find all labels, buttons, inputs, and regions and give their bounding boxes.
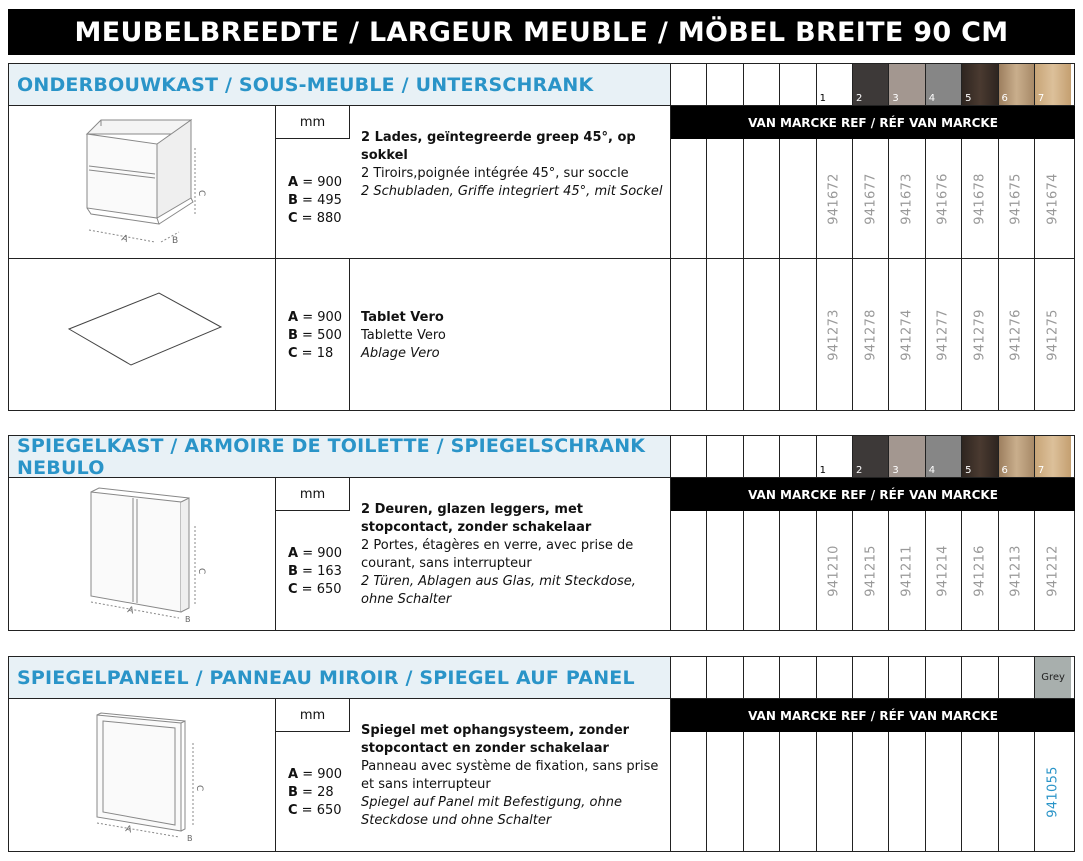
color-swatch-3 <box>889 64 925 105</box>
description-de: Ablage Vero <box>361 346 440 361</box>
color-swatch-1 <box>817 436 853 477</box>
product-drawing-cell <box>9 106 276 258</box>
section-header <box>8 656 1075 699</box>
mirror-cabinet-drawing <box>9 478 276 631</box>
ref-number: 941678 <box>972 173 988 225</box>
ref-number: 941674 <box>1045 173 1061 225</box>
ref-cell <box>853 139 889 259</box>
ref-number: 941214 <box>935 545 951 597</box>
empty-header-cell <box>744 657 780 698</box>
dimensions: A = 900 B = 495 C = 880 <box>288 175 343 226</box>
page-title: MEUBELBREEDTE / LARGEUR MEUBLE / MÖBEL BREITE 90 CM <box>8 9 1075 55</box>
dim-b-value: 500 <box>317 328 342 343</box>
ref-cell <box>1035 732 1071 852</box>
empty-header-cell <box>744 64 780 105</box>
dim-c-value: 880 <box>316 211 342 226</box>
dim-c-value: 650 <box>316 582 342 597</box>
section-title: SPIEGELPANEEL / PANNEAU MIROIR / SPIEGEL AUF PANEL <box>9 657 671 698</box>
empty-header-cell <box>671 657 707 698</box>
ref-cell <box>744 732 780 852</box>
empty-header-cell <box>889 657 925 698</box>
ref-cell <box>999 732 1035 852</box>
ref-number: 941673 <box>899 173 915 225</box>
description <box>361 501 671 609</box>
swatch-number: 7 <box>1037 93 1045 104</box>
ref-number: 941277 <box>935 309 951 361</box>
description-nl: Spiegel met ophangsysteem, zonder stopcontact en zonder schakelaar <box>361 723 630 756</box>
color-swatch-7 <box>1035 64 1071 105</box>
ref-header: VAN MARCKE REF / RÉF VAN MARCKE <box>671 478 1075 511</box>
ref-number: 941211 <box>899 545 915 597</box>
header-cells <box>671 64 1071 105</box>
ref-number: 941279 <box>972 309 988 361</box>
ref-number: 941055 <box>1045 766 1061 818</box>
color-swatch-5 <box>962 64 998 105</box>
grey-swatch-label: Grey <box>1035 657 1071 698</box>
dimensions-cell <box>276 259 350 411</box>
ref-cell <box>1035 139 1071 259</box>
description-fr: Panneau avec système de fixation, sans prise et sans interrupteur <box>361 759 659 792</box>
ref-number: 941278 <box>863 309 879 361</box>
swatch-number: 1 <box>819 465 826 476</box>
ref-cell <box>1035 259 1071 411</box>
swatch-number: 3 <box>892 465 899 476</box>
ref-cell <box>889 139 925 259</box>
description <box>361 309 671 363</box>
ref-cell <box>962 511 998 631</box>
ref-cell <box>707 511 743 631</box>
dimension-a: A <box>119 233 130 245</box>
color-swatch-4 <box>926 64 962 105</box>
product-drawing-cell <box>9 478 276 630</box>
ref-cell <box>744 511 780 631</box>
dimension-b: B <box>187 834 193 843</box>
swatch-number: 7 <box>1037 465 1045 476</box>
dim-c-value: 650 <box>316 803 342 818</box>
color-swatch-6 <box>999 436 1035 477</box>
dimensions: A = 900 B = 163 C = 650 <box>288 546 343 597</box>
swatch-number: 2 <box>855 93 863 104</box>
ref-cell <box>889 259 925 411</box>
empty-header-cell <box>744 436 780 477</box>
mirror-panel-drawing <box>9 699 276 852</box>
description-de: 2 Türen, Ablagen aus Glas, mit Steckdose, ohne Schalter <box>361 574 636 607</box>
ref-number: 941210 <box>826 545 842 597</box>
ref-cell <box>744 139 780 259</box>
dim-b-value: 28 <box>317 785 334 800</box>
description-de: 2 Schubladen, Griffe integriert 45°, mit Sockel <box>361 184 663 199</box>
ref-number: 941212 <box>1045 545 1061 597</box>
ref-cell <box>853 732 889 852</box>
dim-a-value: 900 <box>317 175 343 190</box>
ref-cell <box>671 259 707 411</box>
ref-cell <box>707 259 743 411</box>
ref-cell <box>744 259 780 411</box>
dimension-c: C <box>196 190 206 197</box>
section-header <box>8 63 1075 106</box>
empty-header-cell <box>853 657 889 698</box>
product-row <box>8 259 1075 411</box>
product-row <box>8 699 1075 852</box>
ref-number: 941276 <box>1008 309 1024 361</box>
description-fr: Tablette Vero <box>361 328 446 343</box>
header-cells <box>671 657 1071 698</box>
ref-number: 941215 <box>863 545 879 597</box>
dim-c-value: 18 <box>316 346 334 361</box>
color-swatch-1 <box>817 64 853 105</box>
ref-cell <box>962 732 998 852</box>
empty-header-cell <box>707 657 743 698</box>
dimension-c: C <box>196 568 206 575</box>
dim-b-value: 163 <box>317 564 342 579</box>
ref-cell <box>780 139 816 259</box>
ref-cell <box>889 732 925 852</box>
unit-label: mm <box>276 478 350 511</box>
ref-cell <box>1035 511 1071 631</box>
ref-columns <box>671 259 1071 411</box>
empty-header-cell <box>707 436 743 477</box>
description <box>361 129 671 201</box>
header-cells <box>671 436 1071 477</box>
empty-header-cell <box>780 436 816 477</box>
ref-cell <box>780 732 816 852</box>
product-row <box>8 478 1075 631</box>
ref-cell <box>707 139 743 259</box>
ref-cell <box>926 139 962 259</box>
ref-columns <box>671 139 1071 259</box>
ref-header: VAN MARCKE REF / RÉF VAN MARCKE <box>671 699 1075 732</box>
section-title: ONDERBOUWKAST / SOUS-MEUBLE / UNTERSCHRANK <box>9 64 671 105</box>
ref-cell <box>926 511 962 631</box>
ref-cell <box>853 259 889 411</box>
empty-header-cell <box>780 64 816 105</box>
section-header <box>8 435 1075 478</box>
dimension-a: A <box>126 605 135 617</box>
description <box>361 722 671 830</box>
ref-cell <box>780 511 816 631</box>
dimension-a: A <box>124 824 133 836</box>
color-swatch-grey <box>1035 657 1071 698</box>
product-row <box>8 106 1075 259</box>
description-de: Spiegel auf Panel mit Befestigung, ohne Steckdose und ohne Schalter <box>361 795 622 828</box>
dimension-b: B <box>185 615 191 624</box>
cabinet-drawing <box>9 106 276 259</box>
ref-number: 941672 <box>826 173 842 225</box>
description-fr: 2 Tiroirs,poignée intégrée 45°, sur soccle <box>361 166 629 181</box>
ref-cell <box>817 732 853 852</box>
ref-cell <box>926 732 962 852</box>
ref-cell <box>962 259 998 411</box>
dimensions: A = 900 B = 28 C = 650 <box>288 767 343 818</box>
section-title: SPIEGELKAST / ARMOIRE DE TOILETTE / SPIEGELSCHRANK NEBULO <box>9 436 671 477</box>
empty-header-cell <box>817 657 853 698</box>
ref-cell <box>999 511 1035 631</box>
description-nl: Tablet Vero <box>361 310 444 325</box>
dim-a-value: 900 <box>317 767 343 782</box>
swatch-number: 6 <box>1001 93 1008 104</box>
ref-number: 941275 <box>1045 309 1061 361</box>
ref-cell <box>817 511 853 631</box>
ref-number: 941676 <box>935 173 951 225</box>
ref-cell <box>926 259 962 411</box>
swatch-number: 5 <box>965 93 972 104</box>
color-swatch-6 <box>999 64 1035 105</box>
product-drawing-cell <box>9 259 276 410</box>
ref-cell <box>671 511 707 631</box>
ref-columns <box>671 732 1071 852</box>
ref-cell <box>817 139 853 259</box>
empty-header-cell <box>671 64 707 105</box>
dimension-b: B <box>172 236 179 246</box>
description-nl: 2 Lades, geïntegreerde greep 45°, op sokkel <box>361 130 636 163</box>
empty-header-cell <box>707 64 743 105</box>
color-swatch-4 <box>926 436 962 477</box>
product-drawing-cell <box>9 699 276 851</box>
empty-header-cell <box>926 657 962 698</box>
unit-label: mm <box>276 699 350 732</box>
ref-cell <box>817 259 853 411</box>
color-swatch-3 <box>889 436 925 477</box>
ref-number: 941213 <box>1008 545 1024 597</box>
color-swatch-2 <box>853 436 889 477</box>
swatch-number: 4 <box>928 465 936 476</box>
swatch-number: 1 <box>819 93 826 104</box>
ref-cell <box>671 139 707 259</box>
ref-cell <box>999 139 1035 259</box>
dim-a-value: 900 <box>317 310 343 325</box>
ref-cell <box>671 732 707 852</box>
ref-number: 941216 <box>972 545 988 597</box>
ref-cell <box>707 732 743 852</box>
swatch-number: 6 <box>1001 465 1008 476</box>
ref-cell <box>962 139 998 259</box>
swatch-number: 3 <box>892 93 899 104</box>
swatch-number: 4 <box>928 93 936 104</box>
color-swatch-5 <box>962 436 998 477</box>
dimensions: A = 900 B = 500 C = 18 <box>288 310 343 361</box>
description-fr: 2 Portes, étagères en verre, avec prise de courant, sans interrupteur <box>361 538 634 571</box>
ref-number: 941273 <box>826 309 842 361</box>
empty-header-cell <box>962 657 998 698</box>
dim-b-value: 495 <box>317 193 342 208</box>
empty-header-cell <box>999 657 1035 698</box>
ref-cell <box>889 511 925 631</box>
ref-cell <box>780 259 816 411</box>
color-swatch-7 <box>1035 436 1071 477</box>
ref-header: VAN MARCKE REF / RÉF VAN MARCKE <box>671 106 1075 139</box>
swatch-number: 5 <box>965 465 972 476</box>
color-swatch-2 <box>853 64 889 105</box>
description-nl: 2 Deuren, glazen leggers, met stopcontact, zonder schakelaar <box>361 502 592 535</box>
ref-number: 941675 <box>1008 173 1024 225</box>
unit-label: mm <box>276 106 350 139</box>
ref-cell <box>853 511 889 631</box>
empty-header-cell <box>671 436 707 477</box>
ref-number: 941274 <box>899 309 915 361</box>
dim-a-value: 900 <box>317 546 343 561</box>
ref-columns <box>671 511 1071 631</box>
ref-cell <box>999 259 1035 411</box>
swatch-number: 2 <box>855 465 863 476</box>
empty-header-cell <box>780 657 816 698</box>
dimension-c: C <box>194 785 204 792</box>
ref-number: 941677 <box>863 173 879 225</box>
shelf-drawing <box>9 259 276 411</box>
